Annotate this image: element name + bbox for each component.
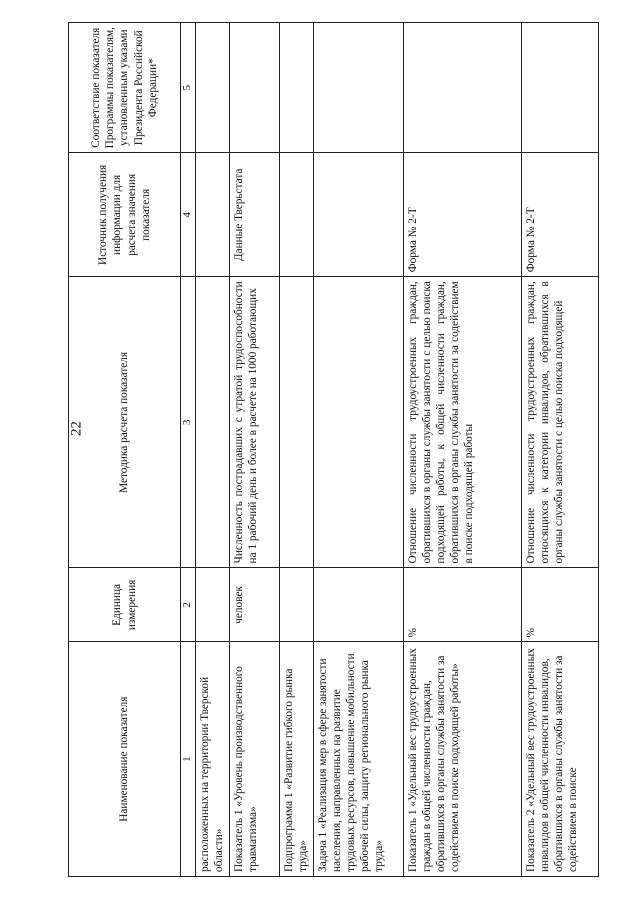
row-name: расположенных на территории Тверской области» [195, 642, 229, 877]
row-method [195, 277, 229, 568]
table-row [521, 23, 598, 877]
header-row [69, 23, 181, 877]
row-name: Показатель 1 «Уровень производственного травматизма» [229, 642, 279, 877]
col-number: 4 [181, 153, 196, 277]
table-row [313, 23, 403, 877]
row-source: Форма № 2-Т [521, 153, 598, 277]
row-source [279, 153, 313, 277]
col-number: 3 [181, 277, 196, 568]
row-compliance [229, 23, 279, 153]
table-row [229, 23, 279, 877]
row-compliance [521, 23, 598, 153]
header-unit: Единица измерения [69, 568, 181, 642]
table-row [403, 23, 521, 877]
col-number: 5 [181, 23, 196, 153]
row-unit: человек [229, 568, 279, 642]
row-unit [279, 568, 313, 642]
row-method: Отношение численности трудоустроенных граждан, относящихся к категории инвалидов, обратившихся в органы службы занятости с целью поиска подходящей [521, 277, 598, 568]
col-number: 2 [181, 568, 196, 642]
row-source [195, 153, 229, 277]
table-row [195, 23, 229, 877]
row-unit [195, 568, 229, 642]
row-source: Данные Тверьстата [229, 153, 279, 277]
indicators-table [68, 22, 599, 877]
row-unit: % [403, 568, 521, 642]
column-number-row [181, 23, 196, 877]
row-name: Показатель 2 «Удельный вес трудоустроенных инвалидов в общей численности инвалидов, обратившихся в органы службы занятости за содействием в поиске [521, 642, 598, 877]
rotated-table [68, 22, 599, 877]
row-method [279, 277, 313, 568]
row-name: Подпрограмма 1 «Развитие гибкого рынка труда» [279, 642, 313, 877]
row-compliance [313, 23, 403, 153]
row-unit: % [521, 568, 598, 642]
col-number: 1 [181, 642, 196, 877]
row-source: Форма № 2-Т [403, 153, 521, 277]
row-method: Численность пострадавших с утратой трудоспособности на 1 рабочий день и более в расчете на 1000 работающих [229, 277, 279, 568]
row-name: Показатель 1 «Удельный вес трудоустроенных граждан в общей численности граждан, обратившихся в органы службы занятости за содействием в поиске подходящей работы» [403, 642, 521, 877]
row-unit [313, 568, 403, 642]
row-compliance [279, 23, 313, 153]
row-name: Задача 1 «Реализация мер в сфере занятости населения, направленных на развитие трудовых ресурсов, повышение мобильности рабочей силы, защиту регионального рынка труда» [313, 642, 403, 877]
row-method [313, 277, 403, 568]
header-method: Методика расчета показателя [69, 277, 181, 568]
row-source [313, 153, 403, 277]
table-row [279, 23, 313, 877]
row-compliance [195, 23, 229, 153]
row-compliance [403, 23, 521, 153]
header-source: Источник получения информации для расчета значения показателя [69, 153, 181, 277]
header-compliance: Соответствие показателя Программы показателям, установленным указами Президента Российской Федерации* [69, 23, 181, 153]
page-number: 22 [68, 421, 85, 436]
row-method: Отношение численности трудоустроенных граждан, обратившихся в органы службы занятости с целью поиска подходящей работы, к общей численности граждан, обратившихся в органы службы занятости за содействием в поиске подходящей работы [403, 277, 521, 568]
table-container [80, 0, 640, 872]
header-name: Наименование показателя [69, 642, 181, 877]
